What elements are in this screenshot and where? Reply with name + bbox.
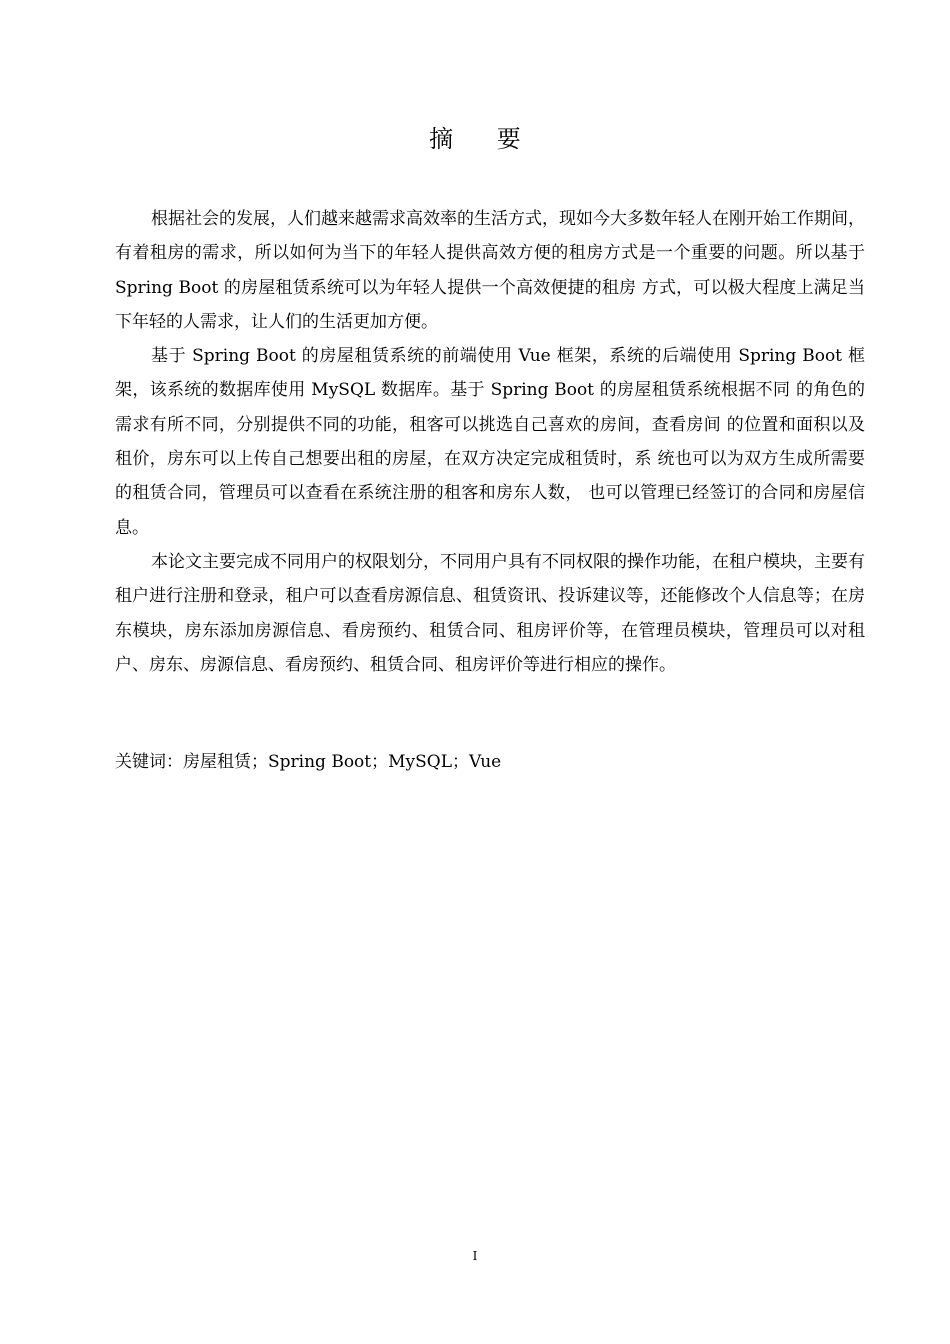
abstract-paragraph: 本论文主要完成不同用户的权限划分，不同用户具有不同权限的操作功能，在租户模块，主要有租户进行注册和登录，租户可以查看房源信息、租赁资讯、投诉建议等，还能修改个人信息等；在房东模块，房东添加房源信息、看房预约、租赁合同、租房评价等，在管理员模块，管理员可以对租户、房东、房源信息、看房预约、租赁合同、租房评价等进行相应的操作。 xyxy=(115,551,865,675)
page-number: I xyxy=(472,1249,478,1263)
keywords-label: 关键词： xyxy=(115,752,183,772)
abstract-body xyxy=(115,202,865,682)
keywords-text: 房屋租赁；Spring Boot；MySQL；Vue xyxy=(183,752,502,772)
abstract-title: 摘 要 xyxy=(429,125,539,153)
abstract-paragraph: 基于 Spring Boot 的房屋租赁系统的前端使用 Vue 框架，系统的后端使用 Spring Boot 框架，该系统的数据库使用 MySQL 数据库。基于 Spring Boot 的房屋租赁系统根据不同 的角色的需求有所不同，分别提供不同的功能，租客可以挑选自己喜欢的房间，查看房间 的位置和面积以及租价，房东可以上传自己想要出租的房屋，在双方决定完成租赁时，系 统也可以为双方生成所需要的租赁合同，管理员可以查看在系统注册的租客和房东人数， 也可以管理已经签订的合同和房屋信息。 xyxy=(115,346,865,538)
abstract-paragraph: 根据社会的发展，人们越来越需求高效率的生活方式，现如今大多数年轻人在刚开始工作期间，有着租房的需求，所以如何为当下的年轻人提供高效方便的租房方式是一个重要的问题。所以基于 Spring Boot 的房屋租赁系统可以为年轻人提供一个高效便捷的租房 方式，可以极大程度上满足当下年轻的人需求，让人们的生活更加方便。 xyxy=(115,209,865,332)
keywords-line xyxy=(115,745,865,779)
